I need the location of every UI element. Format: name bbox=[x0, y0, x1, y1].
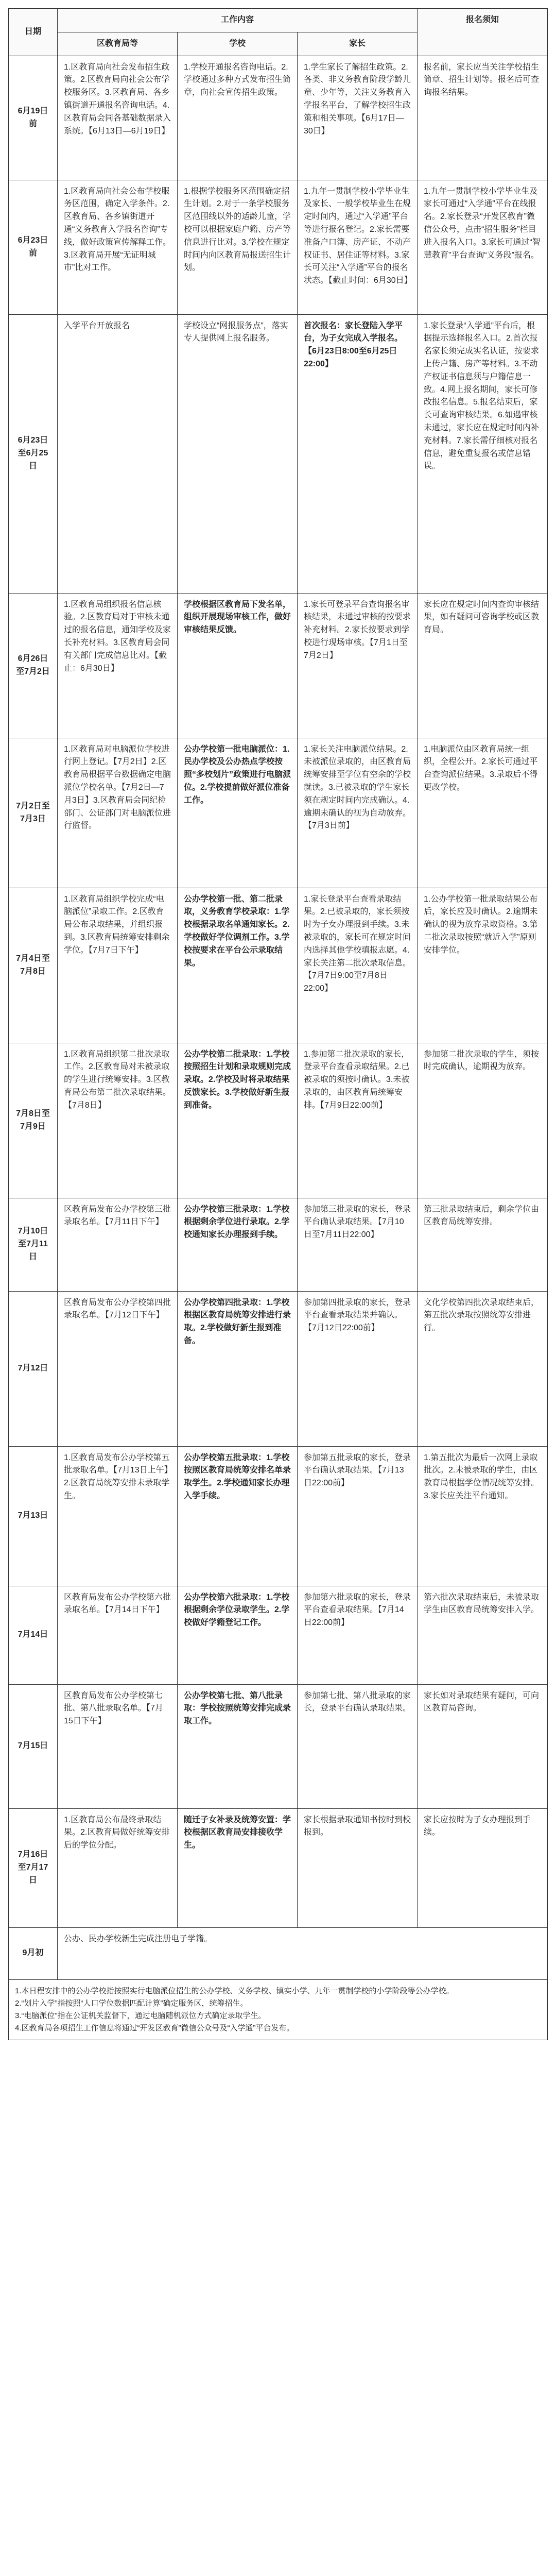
header-work-content: 工作内容 bbox=[58, 9, 418, 32]
table-row bbox=[9, 1684, 548, 1808]
row-district: 1.区教育局发布公办学校第五批录取名单。【7月13日上午】2.区教育局统筹安排未录取学生。 bbox=[58, 1446, 178, 1586]
header-row-1 bbox=[9, 9, 548, 32]
row-district: 1.区教育局向社会发布招生政策。2.区教育局向社会公布学校服务区。3.区教育局、各乡镇街道开通报名咨询电话。4.区教育局会同各基础数据录入系统。【6月13日—6月19日】 bbox=[58, 56, 178, 180]
row-district: 1.区教育局公布最终录取结果。2.区教育局做好统筹安排后的学位分配。 bbox=[58, 1808, 178, 1927]
header-notice: 报名须知 bbox=[418, 9, 548, 56]
row-school: 1.根据学校服务区范围确定招生计划。2.对于一条学校服务区范围线以外的适龄儿童，学校可以根据家庭户籍、房产等信息进行比对。3.学校在规定时间内向区教育局报送招生计划。 bbox=[178, 180, 298, 314]
row-parent: 参加第五批录取的家长，登录平台确认录取结果。【7月13日22:00前】 bbox=[298, 1446, 418, 1586]
after-text: 公办、民办学校新生完成注册电子学籍。 bbox=[58, 1927, 548, 1979]
row-parent: 1.家长关注电脑派位结果。2.未被派位录取的，由区教育局统筹安排至学位有空余的学校就读。3.已被录取的学生家长须在规定时间内完成确认。4.逾期未确认的视为自动放弃。【7月3日前】 bbox=[298, 738, 418, 888]
row-parent: 1.家长登录平台查看录取结果。2.已被录取的，家长须按时为子女办理报到手续。3.未被录取的，家长可在规定时间内选择其他学校填报志愿。4.家长关注第二批次录取信息。【7月7日9:00至7月8日22:00】 bbox=[298, 888, 418, 1043]
row-school: 1.学校开通报名咨询电话。2.学校通过多种方式发布招生简章，向社会宣传招生政策。 bbox=[178, 56, 298, 180]
row-parent: 参加第四批录取的家长，登录平台查看录取结果并确认。【7月12日22:00前】 bbox=[298, 1291, 418, 1446]
row-district: 1.区教育局对电脑派位学校进行网上登记。【7月2日】2.区教育局根据平台数据确定电脑派位学校名单。【7月2日—7月3日】3.区教育局会同纪检部门、公证部门对电脑派位进行监督。 bbox=[58, 738, 178, 888]
row-district: 入学平台开放报名 bbox=[58, 314, 178, 593]
after-date: 9月初 bbox=[9, 1927, 58, 1979]
footnote-row bbox=[9, 1979, 548, 2040]
row-school: 公办学校第二批录取：1.学校按照招生计划和录取规则完成录取。2.学校及时将录取结果反馈家长。3.学校做好新生报到准备。 bbox=[178, 1043, 298, 1198]
row-school: 学校设立“网报服务点”，落实专人提供网上报名服务。 bbox=[178, 314, 298, 593]
row-date: 7月16日至7月17日 bbox=[9, 1808, 58, 1927]
table-row bbox=[9, 314, 548, 593]
row-date: 7月13日 bbox=[9, 1446, 58, 1586]
row-parent: 参加第六批录取的家长，登录平台查看录取结果。【7月14日22:00前】 bbox=[298, 1586, 418, 1684]
footnote-item: 1.本日程安排中的公办学校指按照实行电脑派位招生的公办学校、义务学校、镇实小学、九年一贯制学校的小学阶段等公办学校。 bbox=[15, 1986, 454, 1995]
row-notice: 参加第二批次录取的学生，须按时完成确认，逾期视为放弃。 bbox=[418, 1043, 548, 1198]
page bbox=[8, 8, 548, 2040]
row-notice: 家长如对录取结果有疑问，可向区教育局咨询。 bbox=[418, 1684, 548, 1808]
row-notice: 1.第五批次为最后一次网上录取批次。2.未被录取的学生，由区教育局根据学位情况统筹安排。3.家长应关注平台通知。 bbox=[418, 1446, 548, 1586]
row-district: 区教育局发布公办学校第三批录取名单。【7月11日下午】 bbox=[58, 1198, 178, 1291]
row-district: 1.区教育局组织第二批次录取工作。2.区教育局对未被录取的学生进行统筹安排。3.区教育局公布第二批次录取结果。【7月8日】 bbox=[58, 1043, 178, 1198]
footnote-item: 3.“电脑派位”指在公证机关监督下，通过电脑随机派位方式确定录取学生。 bbox=[15, 2011, 266, 2020]
row-notice: 第六批次录取结束后，未被录取学生由区教育局统筹安排入学。 bbox=[418, 1586, 548, 1684]
row-notice: 1.家长登录“入学通”平台后，根据提示选择报名入口。2.首次报名家长须完成实名认证，按要求上传户籍、房产等材料。3.不动产权证书信息须与户籍信息一致。4.网上报名期间，家长可修改报名信息。5.报名结束后，家长可查询审核结果。6.如遇审核未通过，家长应在规定时间内补充材料。7.家长需仔细核对报名信息，避免重复报名或信息错误。 bbox=[418, 314, 548, 593]
row-school: 随迁子女补录及统筹安置：学校根据区教育局安排接收学生。 bbox=[178, 1808, 298, 1927]
row-district: 1.区教育局组织学校完成“电脑派位”录取工作。2.区教育局公布录取结果，并组织报到。3.区教育局统筹安排剩余学位。【7月7日下午】 bbox=[58, 888, 178, 1043]
header-date: 日期 bbox=[9, 9, 58, 56]
row-notice: 家长应在规定时间内查询审核结果，如有疑问可咨询学校或区教育局。 bbox=[418, 593, 548, 738]
row-district: 区教育局发布公办学校第六批录取名单。【7月14日下午】 bbox=[58, 1586, 178, 1684]
row-parent: 1.家长可登录平台查询报名审核结果，未通过审核的按要求补充材料。2.家长按要求到学校进行现场审核。【7月1日至7月2日】 bbox=[298, 593, 418, 738]
row-school: 公办学校第七批、第八批录取：学校按照统筹安排完成录取工作。 bbox=[178, 1684, 298, 1808]
row-parent: 参加第三批录取的家长，登录平台确认录取结果。【7月10日至7月11日22:00】 bbox=[298, 1198, 418, 1291]
row-school: 公办学校第五批录取：1.学校按照区教育局统筹安排名单录取学生。2.学校通知家长办理入学手续。 bbox=[178, 1446, 298, 1586]
table-row bbox=[9, 1808, 548, 1927]
row-district: 1.区教育局向社会公布学校服务区范围，确定入学条件。2.区教育局、各乡镇街道开通“义务教育入学报名咨询”专线，做好政策宣传解释工作。3.区教育局开展“无证明城市”比对工作。 bbox=[58, 180, 178, 314]
row-date: 7月12日 bbox=[9, 1291, 58, 1446]
row-date: 6月23日至6月25日 bbox=[9, 314, 58, 593]
row-date: 7月15日 bbox=[9, 1684, 58, 1808]
row-parent: 家长根据录取通知书按时到校报到。 bbox=[298, 1808, 418, 1927]
row-date: 6月26日至7月2日 bbox=[9, 593, 58, 738]
row-notice: 第三批录取结束后，剩余学位由区教育局统筹安排。 bbox=[418, 1198, 548, 1291]
row-notice: 文化学校第四批次录取结束后，第五批次录取按照统筹安排进行。 bbox=[418, 1291, 548, 1446]
row-parent: 1.参加第二批次录取的家长，登录平台查看录取结果。2.已被录取的须按时确认。3.未被录取的，由区教育局统筹安排。【7月9日22:00前】 bbox=[298, 1043, 418, 1198]
row-date: 7月10日至7月11日 bbox=[9, 1198, 58, 1291]
table-row bbox=[9, 1586, 548, 1684]
table-row bbox=[9, 593, 548, 738]
row-school: 学校根据区教育局下发名单，组织开展现场审核工作，做好审核结果反馈。 bbox=[178, 593, 298, 738]
header-school: 学校 bbox=[178, 32, 298, 56]
row-parent: 首次报名：家长登陆入学平台，为子女完成入学报名。【6月23日8:00至6月25日22:00】 bbox=[298, 314, 418, 593]
row-date: 6月23日前 bbox=[9, 180, 58, 314]
row-date: 7月14日 bbox=[9, 1586, 58, 1684]
after-row bbox=[9, 1927, 548, 1979]
table-row bbox=[9, 1446, 548, 1586]
footnote-item: 4.区教育局各项招生工作信息将通过“开发区教育”微信公众号及“入学通”平台发布。 bbox=[15, 2023, 294, 2032]
row-notice: 家长应按时为子女办理报到手续。 bbox=[418, 1808, 548, 1927]
row-date: 7月2日至7月3日 bbox=[9, 738, 58, 888]
row-parent: 1.九年一贯制学校小学毕业生及家长、一般学校毕业生在规定时间内，通过“入学通”平台等进行报名登记。2.家长需要准备户口簿、房产证、不动产权证书、居住证等材料。3.家长可关注“入学通”平台的报名状态。【截止时间：6月30日】 bbox=[298, 180, 418, 314]
table-row bbox=[9, 1043, 548, 1198]
row-date: 6月19日前 bbox=[9, 56, 58, 180]
row-notice: 1.电脑派位由区教育局统一组织，全程公开。2.家长可通过平台查询派位结果。3.录取后不得更改学校。 bbox=[418, 738, 548, 888]
table-row bbox=[9, 888, 548, 1043]
footnotes bbox=[9, 1979, 548, 2040]
row-district: 1.区教育局组织报名信息核验。2.区教育局对于审核未通过的报名信息，通知学校及家长补充材料。3.区教育局会同有关部门完成信息比对。【截止：6月30日】 bbox=[58, 593, 178, 738]
row-school: 公办学校第一批电脑派位：1.民办学校及公办热点学校按照“多校划片”政策进行电脑派位。2.学校提前做好派位准备工作。 bbox=[178, 738, 298, 888]
row-notice: 报名前，家长应当关注学校招生简章、招生计划等。报名后可查询报名结果。 bbox=[418, 56, 548, 180]
row-district: 区教育局发布公办学校第四批录取名单。【7月12日下午】 bbox=[58, 1291, 178, 1446]
row-district: 区教育局发布公办学校第七批、第八批录取名单。【7月15日下午】 bbox=[58, 1684, 178, 1808]
footnote-item: 2.“划片入学”指按照“人口学位数据匹配计算”确定服务区，统筹招生。 bbox=[15, 1998, 248, 2008]
row-parent: 参加第七批、第八批录取的家长，登录平台确认录取结果。 bbox=[298, 1684, 418, 1808]
row-school: 公办学校第三批录取：1.学校根据剩余学位进行录取。2.学校通知家长办理报到手续。 bbox=[178, 1198, 298, 1291]
table-row bbox=[9, 56, 548, 180]
header-district: 区教育局等 bbox=[58, 32, 178, 56]
table-row bbox=[9, 738, 548, 888]
table-row bbox=[9, 1198, 548, 1291]
schedule-table bbox=[8, 8, 548, 2040]
row-school: 公办学校第一批、第二批录取，义务教育学校录取：1.学校根据录取名单通知家长。2.学校做好学位调剂工作。3.学校按要求在平台公示录取结果。 bbox=[178, 888, 298, 1043]
row-notice: 1.九年一贯制学校小学毕业生及家长可通过“入学通”平台在线报名。2.家长登录“开发区教育”微信公众号，点击“招生服务”栏目进入报名入口。3.家长可通过“智慧教育”平台查询“义务段”报名。 bbox=[418, 180, 548, 314]
row-parent: 1.学生家长了解招生政策。2.各类、非义务教育阶段学龄儿童、少年等，关注义务教育入学报名平台，了解学校招生政策和相关事项。【6月17日—30日】 bbox=[298, 56, 418, 180]
row-school: 公办学校第四批录取：1.学校根据区教育局统筹安排进行录取。2.学校做好新生报到准备。 bbox=[178, 1291, 298, 1446]
row-school: 公办学校第六批录取：1.学校根据剩余学位录取学生。2.学校做好学籍登记工作。 bbox=[178, 1586, 298, 1684]
row-date: 7月4日至7月8日 bbox=[9, 888, 58, 1043]
table-row bbox=[9, 180, 548, 314]
row-date: 7月8日至7月9日 bbox=[9, 1043, 58, 1198]
header-parent: 家长 bbox=[298, 32, 418, 56]
table-row bbox=[9, 1291, 548, 1446]
row-notice: 1.公办学校第一批录取结果公布后，家长应及时确认。2.逾期未确认的视为放弃录取资格。3.第二批次录取按照“就近入学”原则安排学位。 bbox=[418, 888, 548, 1043]
